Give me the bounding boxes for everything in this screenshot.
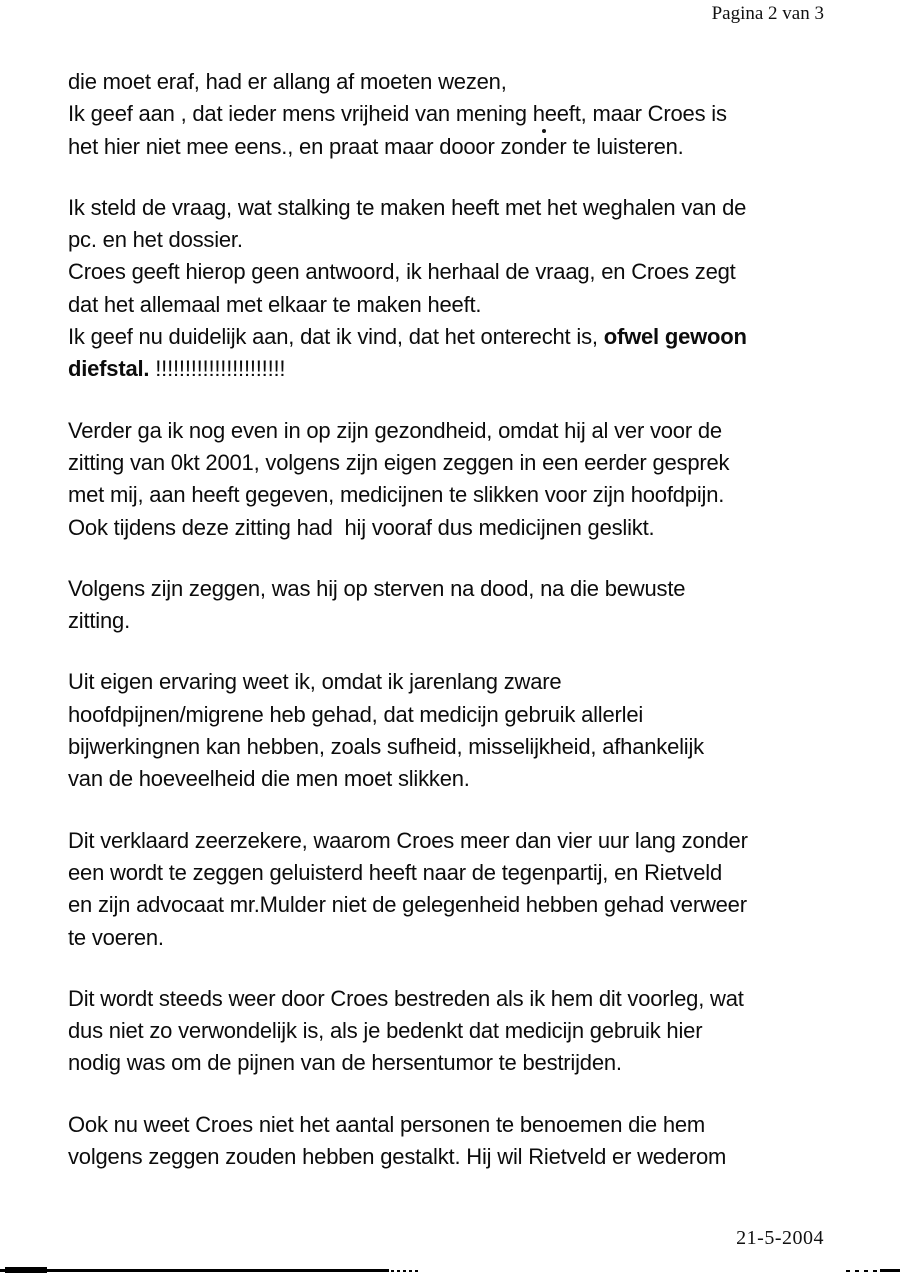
text-run: dat het allemaal met elkaar te maken heeft. — [68, 291, 482, 317]
text-line — [68, 415, 868, 447]
scan-edge-line-thick — [5, 1267, 47, 1273]
paragraph — [68, 825, 868, 954]
text-run: Ook nu weet Croes niet het aantal personen te benoemen die hem — [68, 1111, 706, 1137]
bold-text-run: diefstal. — [68, 356, 150, 382]
paragraph — [68, 573, 868, 638]
page-number-indicator: Pagina 2 van 3 — [711, 3, 824, 24]
text-run: zitting. — [68, 608, 130, 634]
text-run: Uit eigen ervaring weet ik, omdat ik jarenlang zware — [68, 669, 562, 695]
text-line — [68, 573, 868, 605]
text-run: die moet eraf, had er allang af moeten wezen, — [68, 69, 507, 94]
paragraph — [68, 415, 868, 544]
text-line — [68, 512, 868, 544]
text-run: het hier niet mee eens., en praat maar dooor zonder te luisteren. — [68, 133, 684, 159]
paragraph — [68, 192, 868, 386]
text-line — [68, 192, 868, 224]
document-body — [68, 66, 868, 1202]
text-line — [68, 763, 868, 795]
paragraph — [68, 1109, 868, 1174]
text-run: Volgens zijn zeggen, was hij op sterven na dood, na die bewuste — [68, 575, 686, 601]
text-run: Ik geef aan , dat ieder mens vrijheid van mening heeft, maar Croes is — [68, 101, 727, 127]
scan-speck-artifact — [542, 129, 546, 133]
text-run: Dit wordt steeds weer door Croes bestreden als ik hem dit voorleg, wat — [68, 985, 744, 1011]
text-run: pc. en het dossier. — [68, 227, 243, 253]
text-line — [68, 825, 868, 857]
text-line — [68, 66, 868, 98]
scan-edge-line-dots — [391, 1270, 419, 1272]
text-run: Ik steld de vraag, wat stalking te maken heeft met het weghalen van de — [68, 194, 747, 220]
text-run: een wordt te zeggen geluisterd heeft naar de tegenpartij, en Rietveld — [68, 859, 722, 885]
text-line — [68, 131, 868, 163]
text-line — [68, 1047, 868, 1079]
text-run: zitting van 0kt 2001, volgens zijn eigen zeggen in een eerder gesprek — [68, 449, 730, 475]
text-line — [68, 447, 868, 479]
scan-edge-line-right — [880, 1269, 900, 1272]
text-line — [68, 353, 868, 385]
text-line — [68, 1015, 868, 1047]
text-line — [68, 857, 868, 889]
text-line — [68, 479, 868, 511]
text-run: hoofdpijnen/migrene heb gehad, dat medicijn gebruik allerlei — [68, 701, 644, 727]
text-line — [68, 256, 868, 288]
text-line — [68, 1141, 868, 1173]
paragraph — [68, 66, 868, 163]
text-line — [68, 224, 868, 256]
text-line — [68, 983, 868, 1015]
text-run: volgens zeggen zouden hebben gestalkt. Hij wil Rietveld er wederom — [68, 1144, 727, 1170]
text-line — [68, 889, 868, 921]
paragraph — [68, 983, 868, 1080]
text-run: Croes geeft hierop geen antwoord, ik herhaal de vraag, en Croes zegt — [68, 259, 736, 285]
text-line — [68, 321, 868, 353]
text-line — [68, 289, 868, 321]
text-run: nodig was om de pijnen van de hersentumor te bestrijden. — [68, 1050, 622, 1076]
text-run: te voeren. — [68, 924, 164, 950]
footer-date: 21-5-2004 — [736, 1227, 824, 1249]
text-run: met mij, aan heeft gegeven, medicijnen te slikken voor zijn hoofdpijn. — [68, 482, 725, 508]
text-run: Verder ga ik nog even in op zijn gezondheid, omdat hij al ver voor de — [68, 417, 722, 443]
text-line — [68, 605, 868, 637]
text-run: !!!!!!!!!!!!!!!!!!!!!! — [149, 356, 286, 382]
scan-edge-line — [0, 1269, 389, 1272]
bold-text-run: ofwel gewoon — [603, 324, 747, 350]
text-run: Dit verklaard zeerzekere, waarom Croes meer dan vier uur lang zonder — [68, 827, 748, 853]
text-run: bijwerkingnen kan hebben, zoals sufheid, misselijkheid, afhankelijk — [68, 734, 704, 760]
scan-edge-line-right-dots — [846, 1270, 878, 1272]
text-line — [68, 666, 868, 698]
text-line — [68, 699, 868, 731]
text-run: en zijn advocaat mr.Mulder niet de gelegenheid hebben gehad verweer — [68, 892, 747, 918]
text-run: Ik geef nu duidelijk aan, dat ik vind, dat het onterecht is, — [68, 324, 604, 350]
text-run: dus niet zo verwondelijk is, als je bedenkt dat medicijn gebruik hier — [68, 1018, 703, 1044]
text-run: Ook tijdens deze zitting had hij vooraf dus medicijnen geslikt. — [68, 514, 655, 540]
text-run: van de hoeveelheid die men moet slikken. — [68, 766, 470, 792]
paragraph — [68, 666, 868, 795]
text-line — [68, 1109, 868, 1141]
text-line — [68, 98, 868, 130]
text-line — [68, 922, 868, 954]
text-line — [68, 731, 868, 763]
